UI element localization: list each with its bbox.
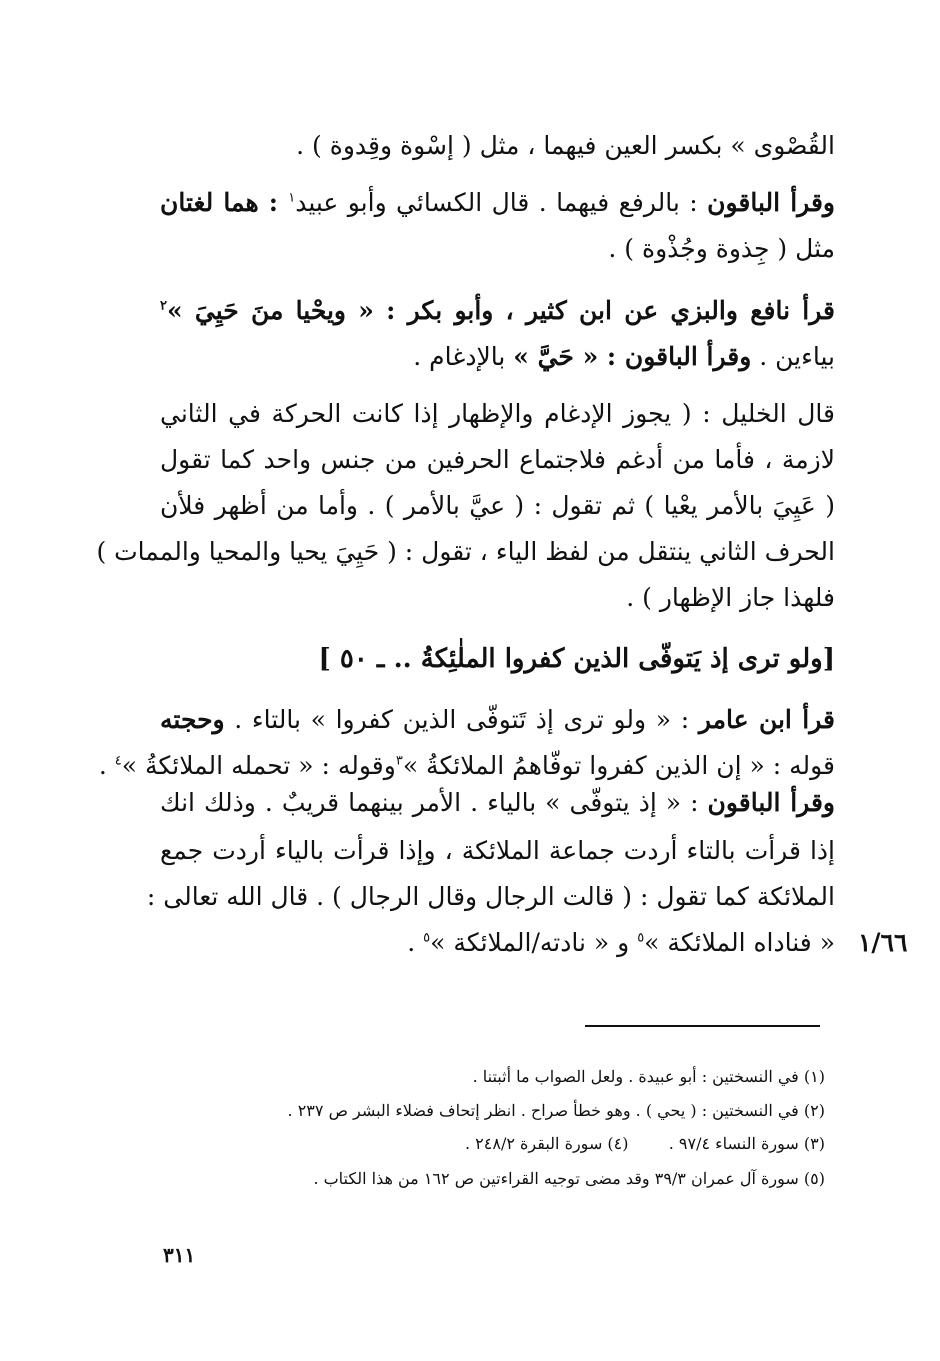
paragraph-line	[160, 334, 835, 380]
paragraph-line	[160, 780, 835, 826]
text-run: إذا قرأت بالتاء أردت جماعة الملائكة ، وإذا قرأت بالياء أردت جمع	[160, 836, 835, 865]
text-run: قوله : « إن الذين كفروا توفّاهمُ الملائكةُ »	[402, 751, 835, 780]
margin-folio-note: ١/٦٦	[858, 928, 908, 957]
paragraph-line	[160, 226, 835, 272]
paragraph-line	[160, 920, 835, 966]
footnote-ref: ٢	[160, 298, 167, 314]
paragraph-line	[96, 529, 835, 575]
verse-heading	[160, 636, 835, 682]
text-run: و « نادته/الملائكة »	[430, 928, 638, 957]
paragraph-line	[160, 437, 835, 483]
text-run: .	[98, 751, 115, 780]
paragraph-line	[160, 288, 835, 334]
footnote-ref: ٥	[423, 930, 431, 946]
reader-name: وقرأ الباقون	[707, 188, 835, 217]
text-run: بالإدغام .	[413, 342, 514, 371]
text-run: مثل ( جِذوة وجُذْوة ) .	[608, 234, 835, 263]
footnote: (٤) سورة البقرة ٢٤٨/٢ .	[465, 1134, 629, 1153]
text-run: بياءين .	[751, 342, 835, 371]
text-run: وحجته	[160, 705, 225, 734]
text-run: الملائكة كما تقول : ( قالت الرجال وقال الرجال ) . قال الله تعالى :	[146, 882, 835, 911]
text-run: : هما لغتان	[160, 188, 289, 217]
paragraph-line	[160, 391, 835, 437]
text-run: قال الخليل : ( يجوز الإدغام والإظهار إذا كانت الحركة في الثاني	[160, 399, 835, 428]
page-number: ٣١١	[163, 1243, 196, 1267]
text-run: : « إذ يتوفّى » بالياء . الأمر بينهما قريبٌ . وذلك انك	[160, 788, 708, 817]
footnote: (٥) سورة آل عمران ٣٩/٣ وقد مضى توجيه القراءتين ص ١٦٢ من هذا الكتاب .	[313, 1169, 825, 1188]
paragraph-line	[160, 697, 835, 743]
footnote-ref: ١	[288, 190, 296, 206]
paragraph-line	[160, 123, 835, 169]
reader-name: وقرأ الباقون	[707, 788, 835, 817]
footnote: (٣) سورة النساء ٩٧/٤ .	[668, 1134, 825, 1153]
text-run: : « ولو ترى إذ تَتوفّى الذين كفروا » بالتاء .	[224, 705, 699, 734]
reader-name: قرأ ابن عامر	[698, 705, 835, 734]
paragraph-line	[160, 180, 835, 226]
footnote-divider	[585, 1025, 820, 1027]
paragraph-line	[160, 575, 835, 621]
footnote: (١) في النسختين : أبو عبيدة . ولعل الصواب ما أثبتنا .	[472, 1067, 825, 1086]
footnote-row	[165, 1129, 825, 1159]
paragraph-line	[160, 483, 835, 529]
paragraph-line	[146, 874, 835, 920]
footnote: (٢) في النسختين : ( يحي ) . وهو خطأ صراح . انظر إتحاف فضلاء البشر ص ٢٣٧ .	[287, 1101, 825, 1120]
text-run: قرأ نافع والبزي عن ابن كثير ، وأبو بكر : « ويحْيا منَ حَيِيَ »	[166, 296, 835, 325]
footnote-ref: ٣	[395, 753, 403, 769]
text-run: ( عَيِيَ بالأمر يعْيا ) ثم تقول : ( عيَّ بالأمر ) . وأما من أظهر فلأن	[160, 491, 835, 520]
reader-name: وقرأ الباقون : « حَيَّ »	[513, 342, 752, 371]
text-run: : بالرفع فيهما . قال الكسائي وأبو عبيد	[295, 188, 708, 217]
text-run: « فناداه الملائكة »	[644, 928, 835, 957]
text-run: الحرف الثاني ينتقل من لفظ الياء ، تقول : ( حَيِيَ يحيا والمحيا والممات )	[96, 537, 835, 566]
footnote-ref: ٥	[637, 930, 645, 946]
footnote-ref: ٤	[114, 753, 122, 769]
text-run: القُصْوى » بكسر العين فيهما ، مثل ( إسْوة وقِدوة ) .	[296, 131, 835, 160]
paragraph-line	[160, 828, 835, 874]
text-run: لازمة ، فأما من أدغم فلاجتماع الحرفين من جنس واحد كما تقول	[160, 445, 835, 474]
text-run: وقوله : « تحمله الملائكةُ »	[121, 751, 396, 780]
verse-heading-text: [ولو ترى إذ يَتوفّى الذين كفروا الملٰئِكةُ .. ـ ٥٠ ]	[318, 644, 835, 674]
text-run: .	[407, 928, 424, 957]
text-run: فلهذا جاز الإظهار ) .	[626, 583, 835, 612]
